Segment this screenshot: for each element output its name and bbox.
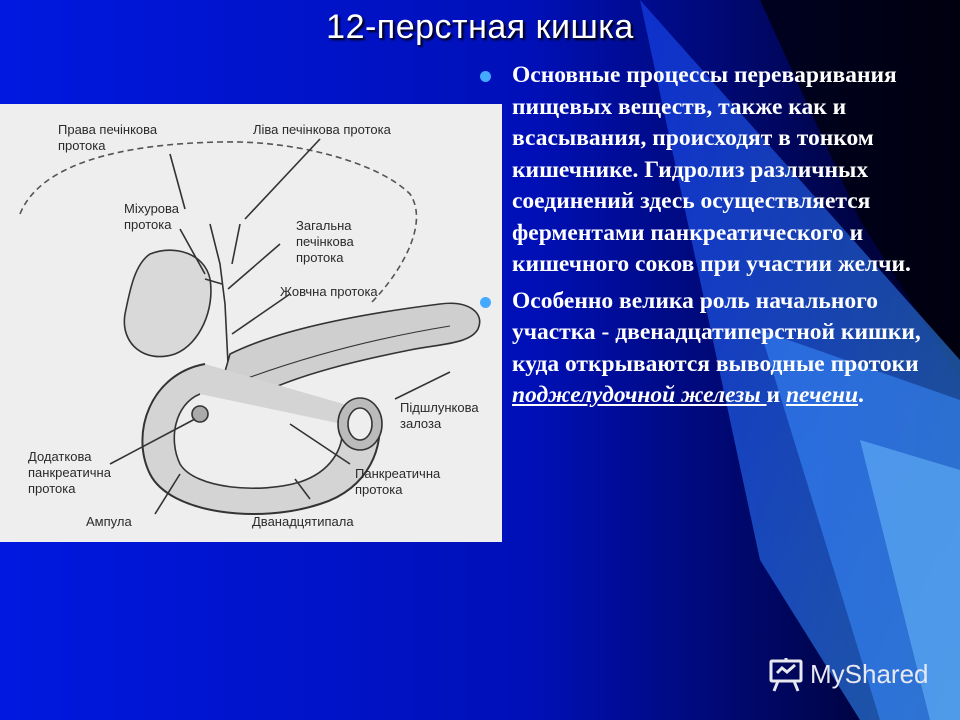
bullet-text: Основные процессы переваривания пищевых веществ, также как и всасывания, происходят в тонком кишечнике. Гидролиз различных соединений здесь осуществляется ферментами панкреатического и кишечного соков при участии желчи. <box>512 62 911 277</box>
bullet-dot-icon <box>480 297 491 308</box>
slide-title: 12-перстная кишка <box>326 8 634 46</box>
label-bile-duct: Жовчна протока <box>280 284 378 299</box>
bullet-text-end: . <box>858 382 864 408</box>
bullet-text-middle: и <box>766 382 786 408</box>
label-pancreas: Підшлункова залоза <box>400 400 479 431</box>
label-cystic-duct: Міхурова протока <box>124 201 180 232</box>
bullet-text: Особенно велика роль начального участка - двенадцатиперстной кишки, куда открываются выводные протоки <box>512 287 921 377</box>
bullet-item <box>478 60 948 281</box>
label-left-hepatic-duct: Ліва печінкова протока <box>253 122 391 137</box>
label-common-hepatic-duct: Загальна печінкова протока <box>296 218 354 265</box>
label-right-hepatic-duct: Права печінкова протока <box>58 122 158 153</box>
anatomy-figure <box>0 104 502 542</box>
label-ampulla: Ампула <box>86 514 132 529</box>
presentation-icon <box>768 658 804 692</box>
myshared-watermark <box>768 656 948 696</box>
label-accessory-pancreatic-duct: Додаткова панкреатична протока <box>28 449 111 496</box>
label-pancreatic-duct: Панкреатична протока <box>355 466 441 497</box>
link-pancreas[interactable]: поджелудочной железы <box>512 382 767 408</box>
bullet-item <box>478 286 948 412</box>
slide-text-body <box>478 60 948 417</box>
label-duodenum: Дванадцятипала <box>252 514 354 529</box>
link-liver[interactable]: печени <box>785 382 859 408</box>
bullet-dot-icon <box>480 71 491 82</box>
watermark-text: MyShared <box>810 659 929 689</box>
